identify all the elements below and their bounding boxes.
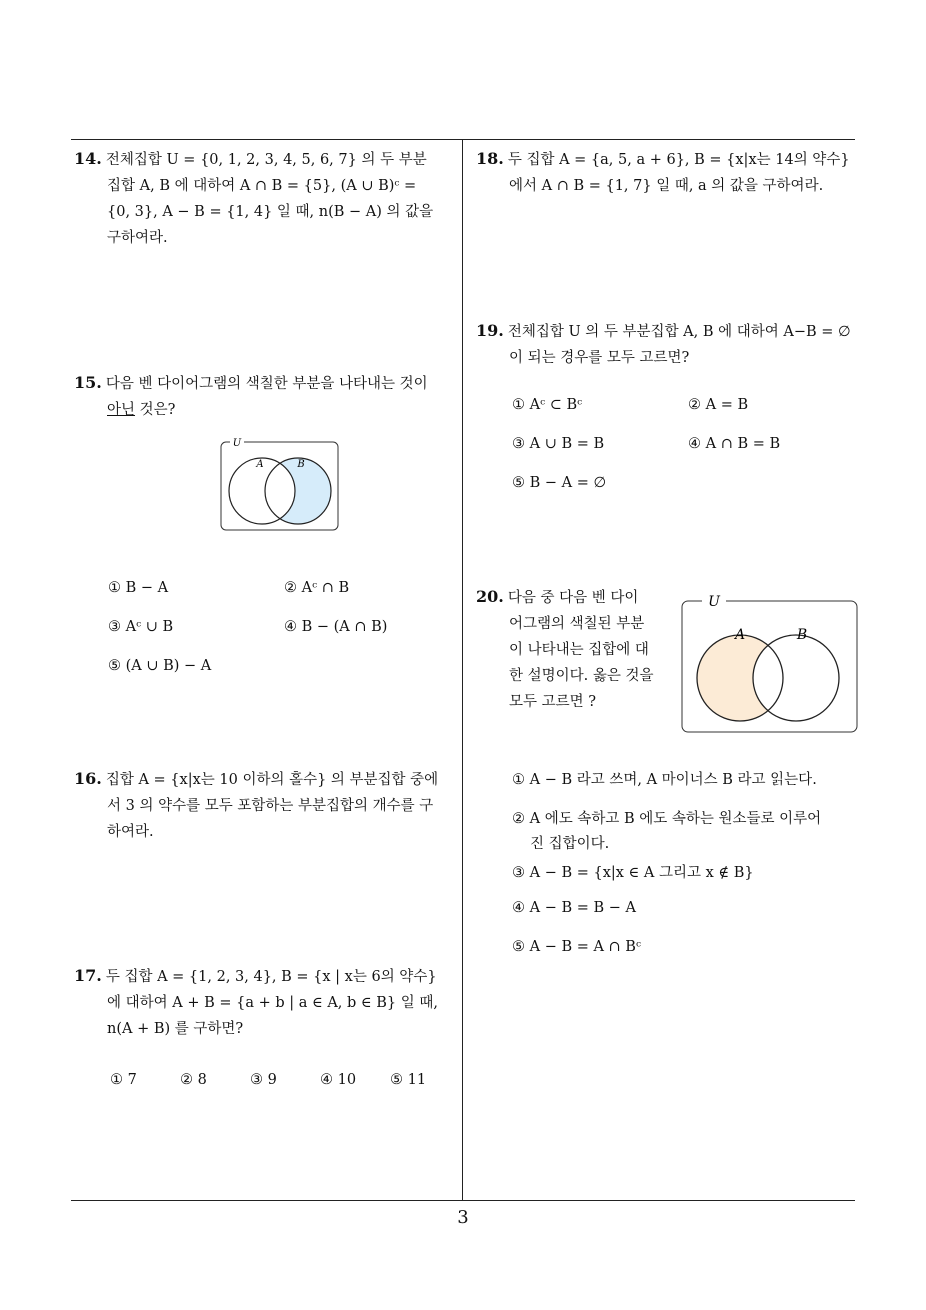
question-text: 서 3 의 약수를 모두 포함하는 부분집합의 개수를 구 <box>107 798 434 814</box>
label-u: U <box>708 594 720 610</box>
question-16 <box>74 766 459 845</box>
label-a: A <box>256 459 264 470</box>
q20-option-2-cont: 진 집합이다. <box>530 836 610 852</box>
question-text: 다음 벤 다이어그램의 색칠한 부분을 나타내는 것이 <box>105 376 428 392</box>
question-text: 구하여라. <box>107 230 168 246</box>
q15-option-3[interactable]: ③ Aᶜ ∪ B <box>108 619 174 635</box>
question-number: 15. <box>74 373 102 392</box>
question-text: 두 집합 A = {1, 2, 3, 4}, B = {x | x는 6의 약수} <box>105 969 437 985</box>
question-text: 것은? <box>135 402 176 418</box>
q20-option-2[interactable]: ② A 에도 속하고 B 에도 속하는 원소들로 이루어 <box>512 811 822 827</box>
question-number: 17. <box>74 966 102 985</box>
q19-option-2[interactable]: ② A = B <box>688 397 749 413</box>
label-u: U <box>232 438 242 449</box>
q15-option-5[interactable]: ⑤ (A ∪ B) − A <box>108 658 212 674</box>
bottom-rule <box>71 1200 855 1201</box>
q17-option-2[interactable]: ② 8 <box>180 1072 207 1088</box>
q19-option-4[interactable]: ④ A ∩ B = B <box>688 436 781 452</box>
question-text: 집합 A = {x|x는 10 이하의 홀수} 의 부분집합 중에 <box>105 772 439 788</box>
q15-option-4[interactable]: ④ B − (A ∩ B) <box>284 619 388 635</box>
question-number: 14. <box>74 149 102 168</box>
question-text: 두 집합 A = {a, 5, a + 6}, B = {x|x는 14의 약수} <box>507 152 850 168</box>
question-number: 16. <box>74 769 102 788</box>
emphasis-underline: 아닌 <box>107 402 136 418</box>
question-18 <box>476 146 861 199</box>
question-text: 하여라. <box>107 824 154 840</box>
question-text: 에서 A ∩ B = {1, 7} 일 때, a 의 값을 구하여라. <box>509 178 824 194</box>
column-divider <box>462 139 463 1201</box>
question-text: 이 나타내는 집합에 대 <box>509 642 649 658</box>
question-text: 집합 A, B 에 대하여 A ∩ B = {5}, (A ∪ B)ᶜ = <box>107 178 417 194</box>
top-rule <box>71 139 855 140</box>
label-b: B <box>297 459 305 470</box>
q20-option-5[interactable]: ⑤ A − B = A ∩ Bᶜ <box>512 939 641 955</box>
q19-option-3[interactable]: ③ A ∪ B = B <box>512 436 605 452</box>
question-text: 모두 고르면 ? <box>509 694 597 710</box>
question-text: 이 되는 경우를 모두 고르면? <box>509 350 690 366</box>
q20-option-3[interactable]: ③ A − B = {x|x ∈ A 그리고 x ∉ B} <box>512 865 754 881</box>
label-b: B <box>796 627 808 643</box>
question-number: 20. <box>476 587 504 606</box>
q20-option-4[interactable]: ④ A − B = B − A <box>512 900 636 916</box>
q17-option-3[interactable]: ③ 9 <box>250 1072 277 1088</box>
q19-option-5[interactable]: ⑤ B − A = ∅ <box>512 475 607 491</box>
question-number: 18. <box>476 149 504 168</box>
q17-option-4[interactable]: ④ 10 <box>320 1072 357 1088</box>
question-text: 전체집합 U 의 두 부분집합 A, B 에 대하여 A−B = ∅ <box>507 324 851 340</box>
q15-option-2[interactable]: ② Aᶜ ∩ B <box>284 580 350 596</box>
question-text: n(A + B) 를 구하면? <box>107 1021 244 1037</box>
question-text: 한 설명이다. 옳은 것을 <box>509 668 654 684</box>
q15-option-1[interactable]: ① B − A <box>108 580 169 596</box>
q20-option-1[interactable]: ① A − B 라고 쓰며, A 마이너스 B 라고 읽는다. <box>512 772 817 788</box>
venn-diagram-q20 <box>678 590 860 736</box>
question-text: 에 대하여 A + B = {a + b | a ∈ A, b ∈ B} 일 때, <box>107 995 438 1011</box>
q17-option-5[interactable]: ⑤ 11 <box>390 1072 427 1088</box>
question-text: 전체집합 U = {0, 1, 2, 3, 4, 5, 6, 7} 의 두 부분 <box>105 152 427 168</box>
question-20 <box>476 584 676 715</box>
question-text: {0, 3}, A − B = {1, 4} 일 때, n(B − A) 의 값을 <box>107 204 434 220</box>
question-15 <box>74 370 459 423</box>
question-17 <box>74 963 459 1042</box>
question-14 <box>74 146 459 251</box>
q17-option-1[interactable]: ① 7 <box>110 1072 137 1088</box>
question-19 <box>476 318 861 371</box>
page-number: 3 <box>457 1207 469 1228</box>
label-a: A <box>734 627 746 643</box>
question-text: 어그램의 색칠된 부분 <box>509 616 645 632</box>
question-text: 다음 중 다음 벤 다이 <box>507 590 639 606</box>
question-number: 19. <box>476 321 504 340</box>
venn-diagram-q15 <box>218 436 342 534</box>
q19-option-1[interactable]: ① Aᶜ ⊂ Bᶜ <box>512 397 583 413</box>
